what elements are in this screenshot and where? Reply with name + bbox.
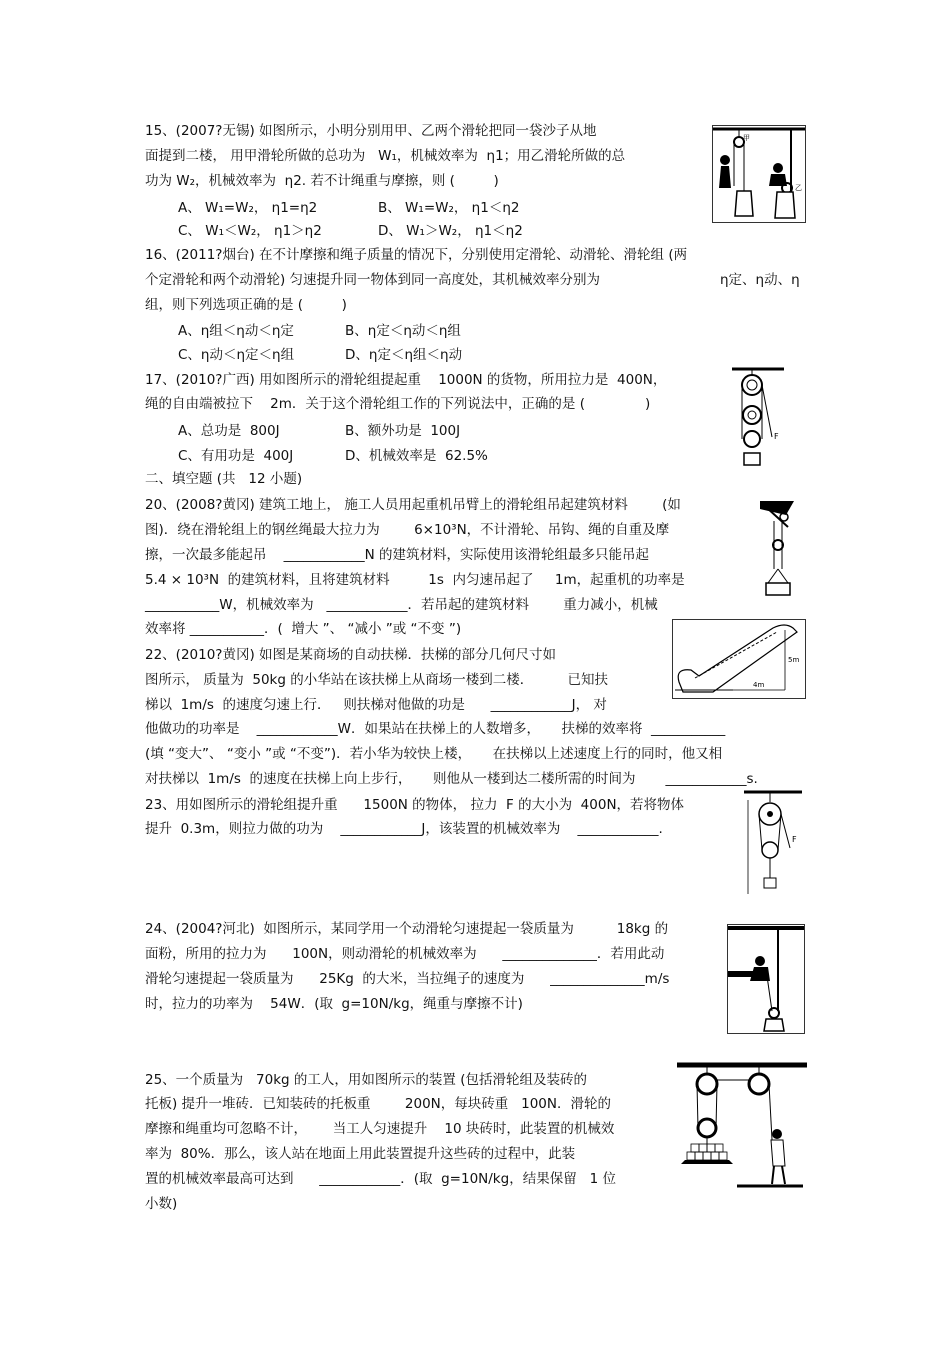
q15-fig-label-yi: 乙: [795, 184, 802, 192]
q15-option-b: B、 W₁=W₂， η1＜η2: [378, 200, 520, 216]
section-2-heading: 二、填空题 (共 12 小题): [145, 471, 303, 487]
q17-option-a: A、总功是 800J: [178, 423, 280, 439]
q17-line-1: 17、(2010?广西) 用如图所示的滑轮组提起重 1000N 的货物，所用拉力是 400N，: [145, 372, 667, 388]
q15-line-2: 面提到二楼， 用甲滑轮所做的总功为 W₁，机械效率为 η1；用乙滑轮所做的总: [145, 148, 626, 164]
q15-option-d: D、 W₁＞W₂， η1＜η2: [378, 223, 523, 239]
q25-line-6: 小数): [145, 1196, 178, 1212]
q16-option-a: A、η组＜η动＜η定: [178, 323, 294, 339]
q22-line-3: 梯以 1m/s 的速度匀速上行． 则扶梯对他做的功是 ____________J， 对: [145, 697, 607, 713]
q23-figure: [744, 790, 802, 896]
q25-line-2: 托板) 提升一堆砖．已知装砖的托板重 200N，每块砖重 100N．滑轮的: [145, 1096, 611, 1112]
q15-figure: [712, 125, 806, 223]
q17-option-d: D、机械效率是 62.5%: [345, 448, 488, 464]
q15-line-1: 15、(2007?无锡) 如图所示，小明分别用甲、乙两个滑轮把同一袋沙子从地: [145, 123, 597, 139]
q20-line-2: 图)．绕在滑轮组上的钢丝绳最大拉力为 6×10³N，不计滑轮、吊钩、绳的自重及摩: [145, 522, 670, 538]
q20-line-3: 擦，一次最多能起吊 ____________N 的建筑材料，实际使用该滑轮组最多只能吊起: [145, 547, 650, 563]
q25-line-4: 率为 80%．那么，该人站在地面上用此装置提升这些砖的过程中，此装: [145, 1146, 576, 1162]
q15-line-3: 功为 W₂，机械效率为 η2. 若不计绳重与摩擦，则 ( ): [145, 173, 499, 189]
q25-line-1: 25、一个质量为 70kg 的工人，用如图所示的装置 (包括滑轮组及装砖的: [145, 1072, 587, 1088]
q24-figure: [727, 924, 805, 1034]
q23-fig-label-f: F: [792, 835, 797, 844]
q16-line-3: 组，则下列选项正确的是 ( ): [145, 297, 347, 313]
q20-line-4: 5.4 × 10³N 的建筑材料，且将建筑材料 1s 内匀速吊起了 1m，起重机的功率是: [145, 572, 685, 588]
q22-figure: [672, 619, 806, 699]
q17-figure: [732, 367, 784, 467]
q22-fig-label-height: 5m: [788, 656, 800, 664]
q16-option-c: C、η动＜η定＜η组: [178, 347, 295, 363]
q17-fig-label-f: F: [774, 432, 779, 441]
q23-line-1: 23、用如图所示的滑轮组提升重 1500N 的物体， 拉力 F 的大小为 400N，若将物体: [145, 797, 685, 813]
q22-line-2: 图所示， 质量为 50kg 的小华站在该扶梯上从商场一楼到二楼． 已知扶: [145, 672, 609, 688]
q16-line-1: 16、(2011?烟台) 在不计摩擦和绳子质量的情况下，分别使用定滑轮、动滑轮、滑轮组 (两: [145, 247, 688, 263]
q23-line-2: 提升 0.3m，则拉力做的功为 ____________J，该装置的机械效率为 ____________.: [145, 821, 663, 837]
q20-figure: [758, 497, 798, 603]
q17-option-b: B、额外功是 100J: [345, 423, 461, 439]
q22-fig-label-length: 4m: [753, 681, 765, 689]
q24-line-2: 面粉，所用的拉力为 100N，则动滑轮的机械效率为 ______________．若用此动: [145, 946, 665, 962]
q20-line-1: 20、(2008?黄冈) 建筑工地上， 施工人员用起重机吊臂上的滑轮组吊起建筑材料 (如: [145, 497, 681, 513]
q16-line-2: 个定滑轮和两个动滑轮) 匀速提升同一物体到同一高度处，其机械效率分别为: [145, 272, 601, 288]
q17-option-c: C、有用功是 400J: [178, 448, 294, 464]
q22-line-4: 他做功的功率是 ____________W．如果站在扶梯上的人数增多， 扶梯的效率将 ___________: [145, 721, 726, 737]
q25-line-5: 置的机械效率最高可达到 ____________．(取 g=10N/kg，结果保留 1 位: [145, 1171, 616, 1187]
q22-line-5: (填 “变大”、 “变小 ”或 “不变”)．若小华为较快上楼， 在扶梯以上述速度上行的同时，他又相: [145, 746, 723, 762]
q20-line-5: ___________W，机械效率为 ____________．若吊起的建筑材料 重力减小，机械: [145, 597, 658, 613]
q16-efficiency-symbols: η定、η动、η: [720, 272, 800, 288]
q20-line-6: 效率将 ___________．( 增大 ”、 “减小 ”或 “不变 ”): [145, 621, 462, 637]
q17-line-2: 绳的自由端被拉下 2m．关于这个滑轮组工作的下列说法中，正确的是 ( ): [145, 396, 651, 412]
q25-line-3: 摩擦和绳重均可忽略不计， 当工人匀速提升 10 块砖时，此装置的机械效: [145, 1121, 615, 1137]
q24-line-3: 滑轮匀速提起一袋质量为 25Kg 的大米，当拉绳子的速度为 ______________m/s: [145, 971, 670, 987]
q22-line-6: 对扶梯以 1m/s 的速度在扶梯上向上步行， 则他从一楼到达二楼所需的时间为 ____________s.: [145, 771, 758, 787]
q16-option-b: B、η定＜η动＜η组: [345, 323, 461, 339]
q22-line-1: 22、(2010?黄冈) 如图是某商场的自动扶梯．扶梯的部分几何尺寸如: [145, 647, 557, 663]
q24-line-1: 24、(2004?河北) 如图所示，某同学用一个动滑轮匀速提起一袋质量为 18kg 的: [145, 921, 669, 937]
q15-option-c: C、 W₁＜W₂， η1＞η2: [178, 223, 322, 239]
q16-option-d: D、η定＜η组＜η动: [345, 347, 463, 363]
q15-fig-label-jia: 甲: [743, 134, 750, 142]
q25-figure: [677, 1062, 807, 1190]
q15-option-a: A、 W₁=W₂， η1=η2: [178, 200, 318, 216]
q24-line-4: 时，拉力的功率为 54W．(取 g=10N/kg，绳重与摩擦不计): [145, 996, 523, 1012]
